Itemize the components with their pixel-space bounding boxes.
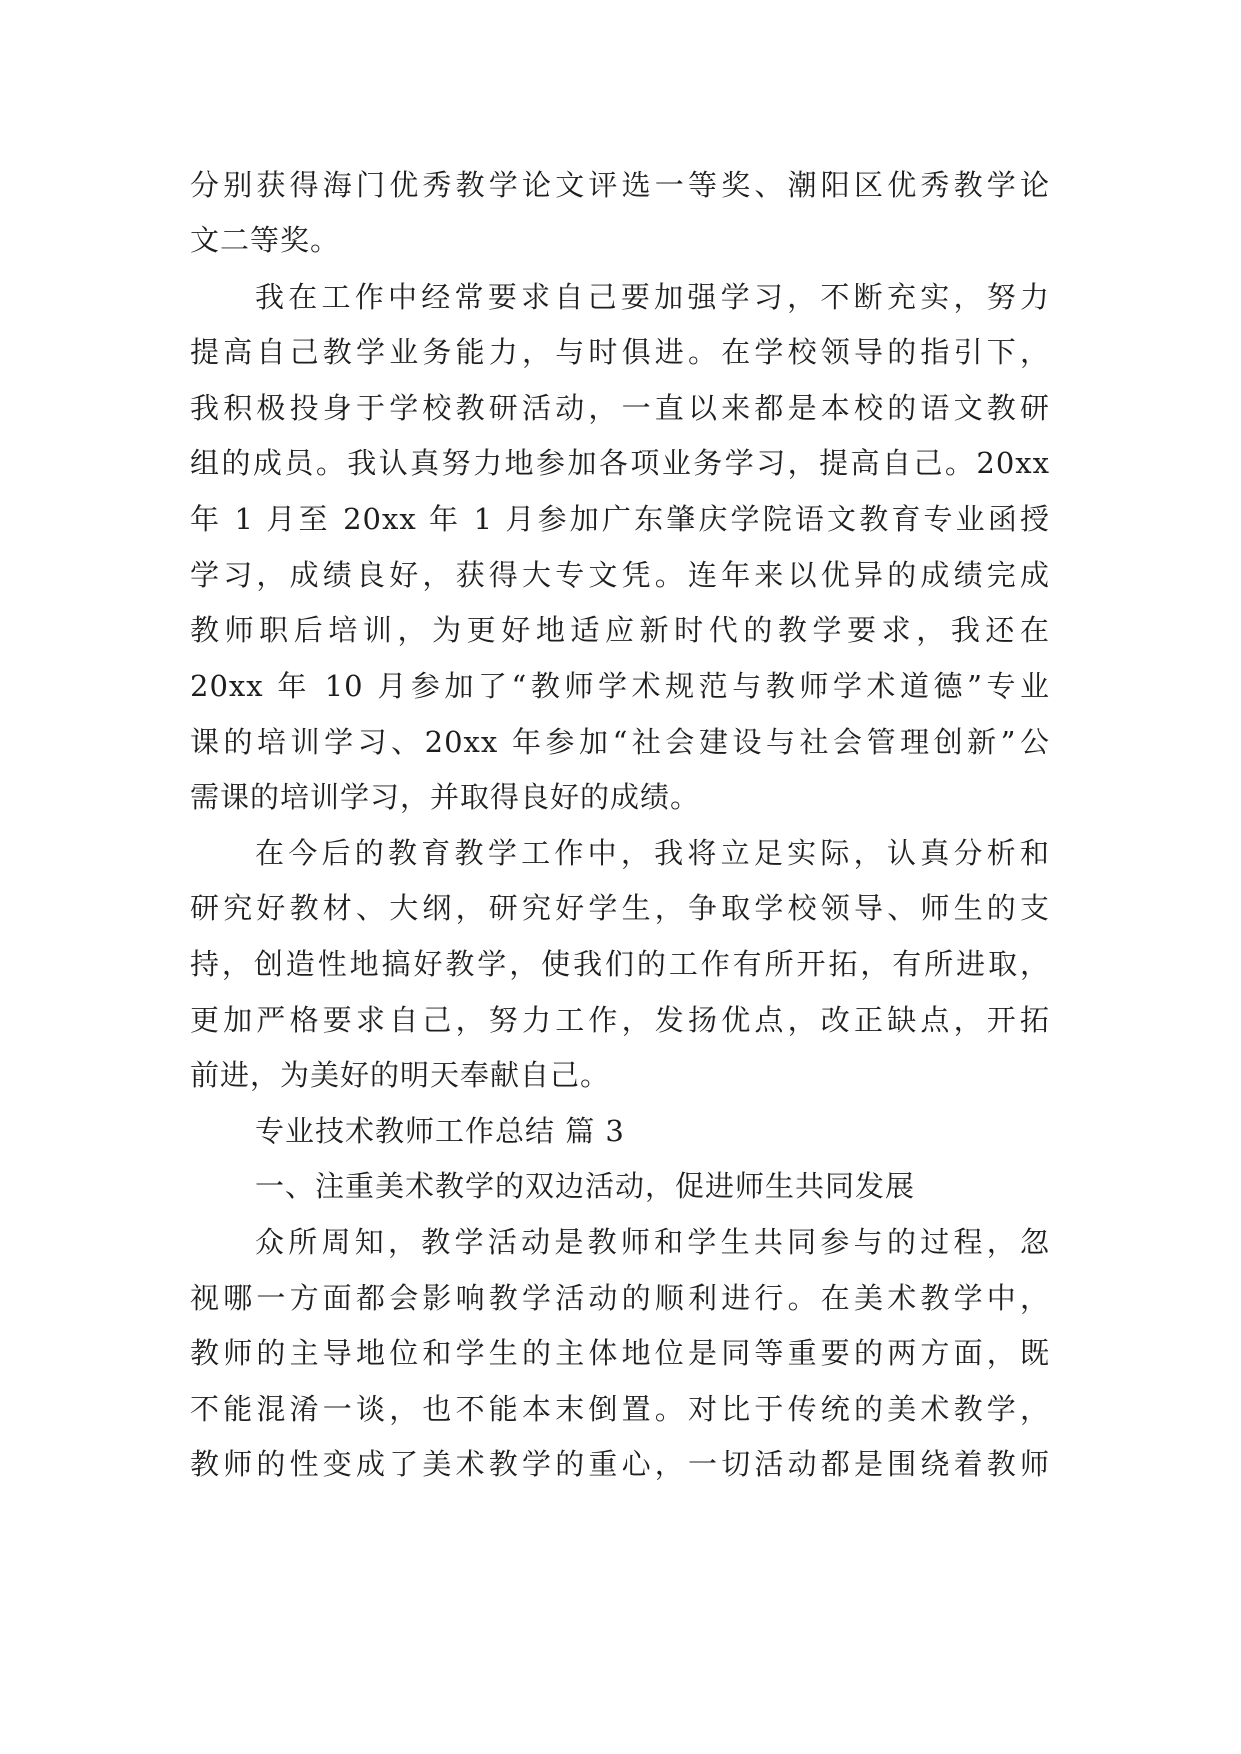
paragraph-line: 分别获得海门优秀教学论文评选一等奖、潮阳区优秀教学论 [190, 168, 1050, 202]
paragraph-line: 研究好教材、大纲，研究好学生，争取学校领导、师生的支 [190, 891, 1050, 925]
paragraph-line: 我积极投身于学校教研活动，一直以来都是本校的语文教研 [190, 391, 1050, 425]
paragraph-line: 持，创造性地搞好教学，使我们的工作有所开拓，有所进取， [190, 947, 1050, 981]
paragraph-line: 组的成员。我认真努力地参加各项业务学习，提高自己。20xx [190, 446, 1050, 480]
paragraph-line: 更加严格要求自己，努力工作，发扬优点，改正缺点，开拓 [190, 1003, 1050, 1037]
paragraph-line: 提高自己教学业务能力，与时俱进。在学校领导的指引下， [190, 335, 1050, 369]
paragraph-line: 不能混淆一谈，也不能本末倒置。对比于传统的美术教学， [190, 1392, 1050, 1426]
paragraph-line: 在今后的教育教学工作中，我将立足实际，认真分析和 [255, 836, 1050, 870]
paragraph-line: 前进，为美好的明天奉献自己。 [190, 1058, 611, 1092]
subsection-heading: 一、注重美术教学的双边活动，促进师生共同发展 [255, 1169, 916, 1203]
paragraph-line: 需课的培训学习，并取得良好的成绩。 [190, 780, 701, 814]
paragraph-line: 教师的主导地位和学生的主体地位是同等重要的两方面，既 [190, 1336, 1050, 1370]
paragraph-line: 学习，成绩良好，获得大专文凭。连年来以优异的成绩完成 [190, 558, 1050, 592]
paragraph-line: 年 1 月至 20xx 年 1 月参加广东肇庆学院语文教育专业函授 [190, 502, 1050, 536]
paragraph-line: 众所周知，教学活动是教师和学生共同参与的过程，忽 [255, 1225, 1050, 1259]
paragraph-line: 文二等奖。 [190, 223, 341, 257]
paragraph-line: 教师的性变成了美术教学的重心，一切活动都是围绕着教师 [190, 1447, 1050, 1481]
paragraph-line: 课的培训学习、20xx 年参加“社会建设与社会管理创新”公 [190, 725, 1050, 759]
paragraph-line: 我在工作中经常要求自己要加强学习，不断充实，努力 [255, 280, 1050, 314]
paragraph-line: 20xx 年 10 月参加了“教师学术规范与教师学术道德”专业 [190, 669, 1050, 703]
paragraph-line: 视哪一方面都会影响教学活动的顺利进行。在美术教学中， [190, 1281, 1050, 1315]
paragraph-line: 教师职后培训，为更好地适应新时代的教学要求，我还在 [190, 613, 1050, 647]
section-heading: 专业技术教师工作总结 篇 3 [255, 1114, 625, 1148]
